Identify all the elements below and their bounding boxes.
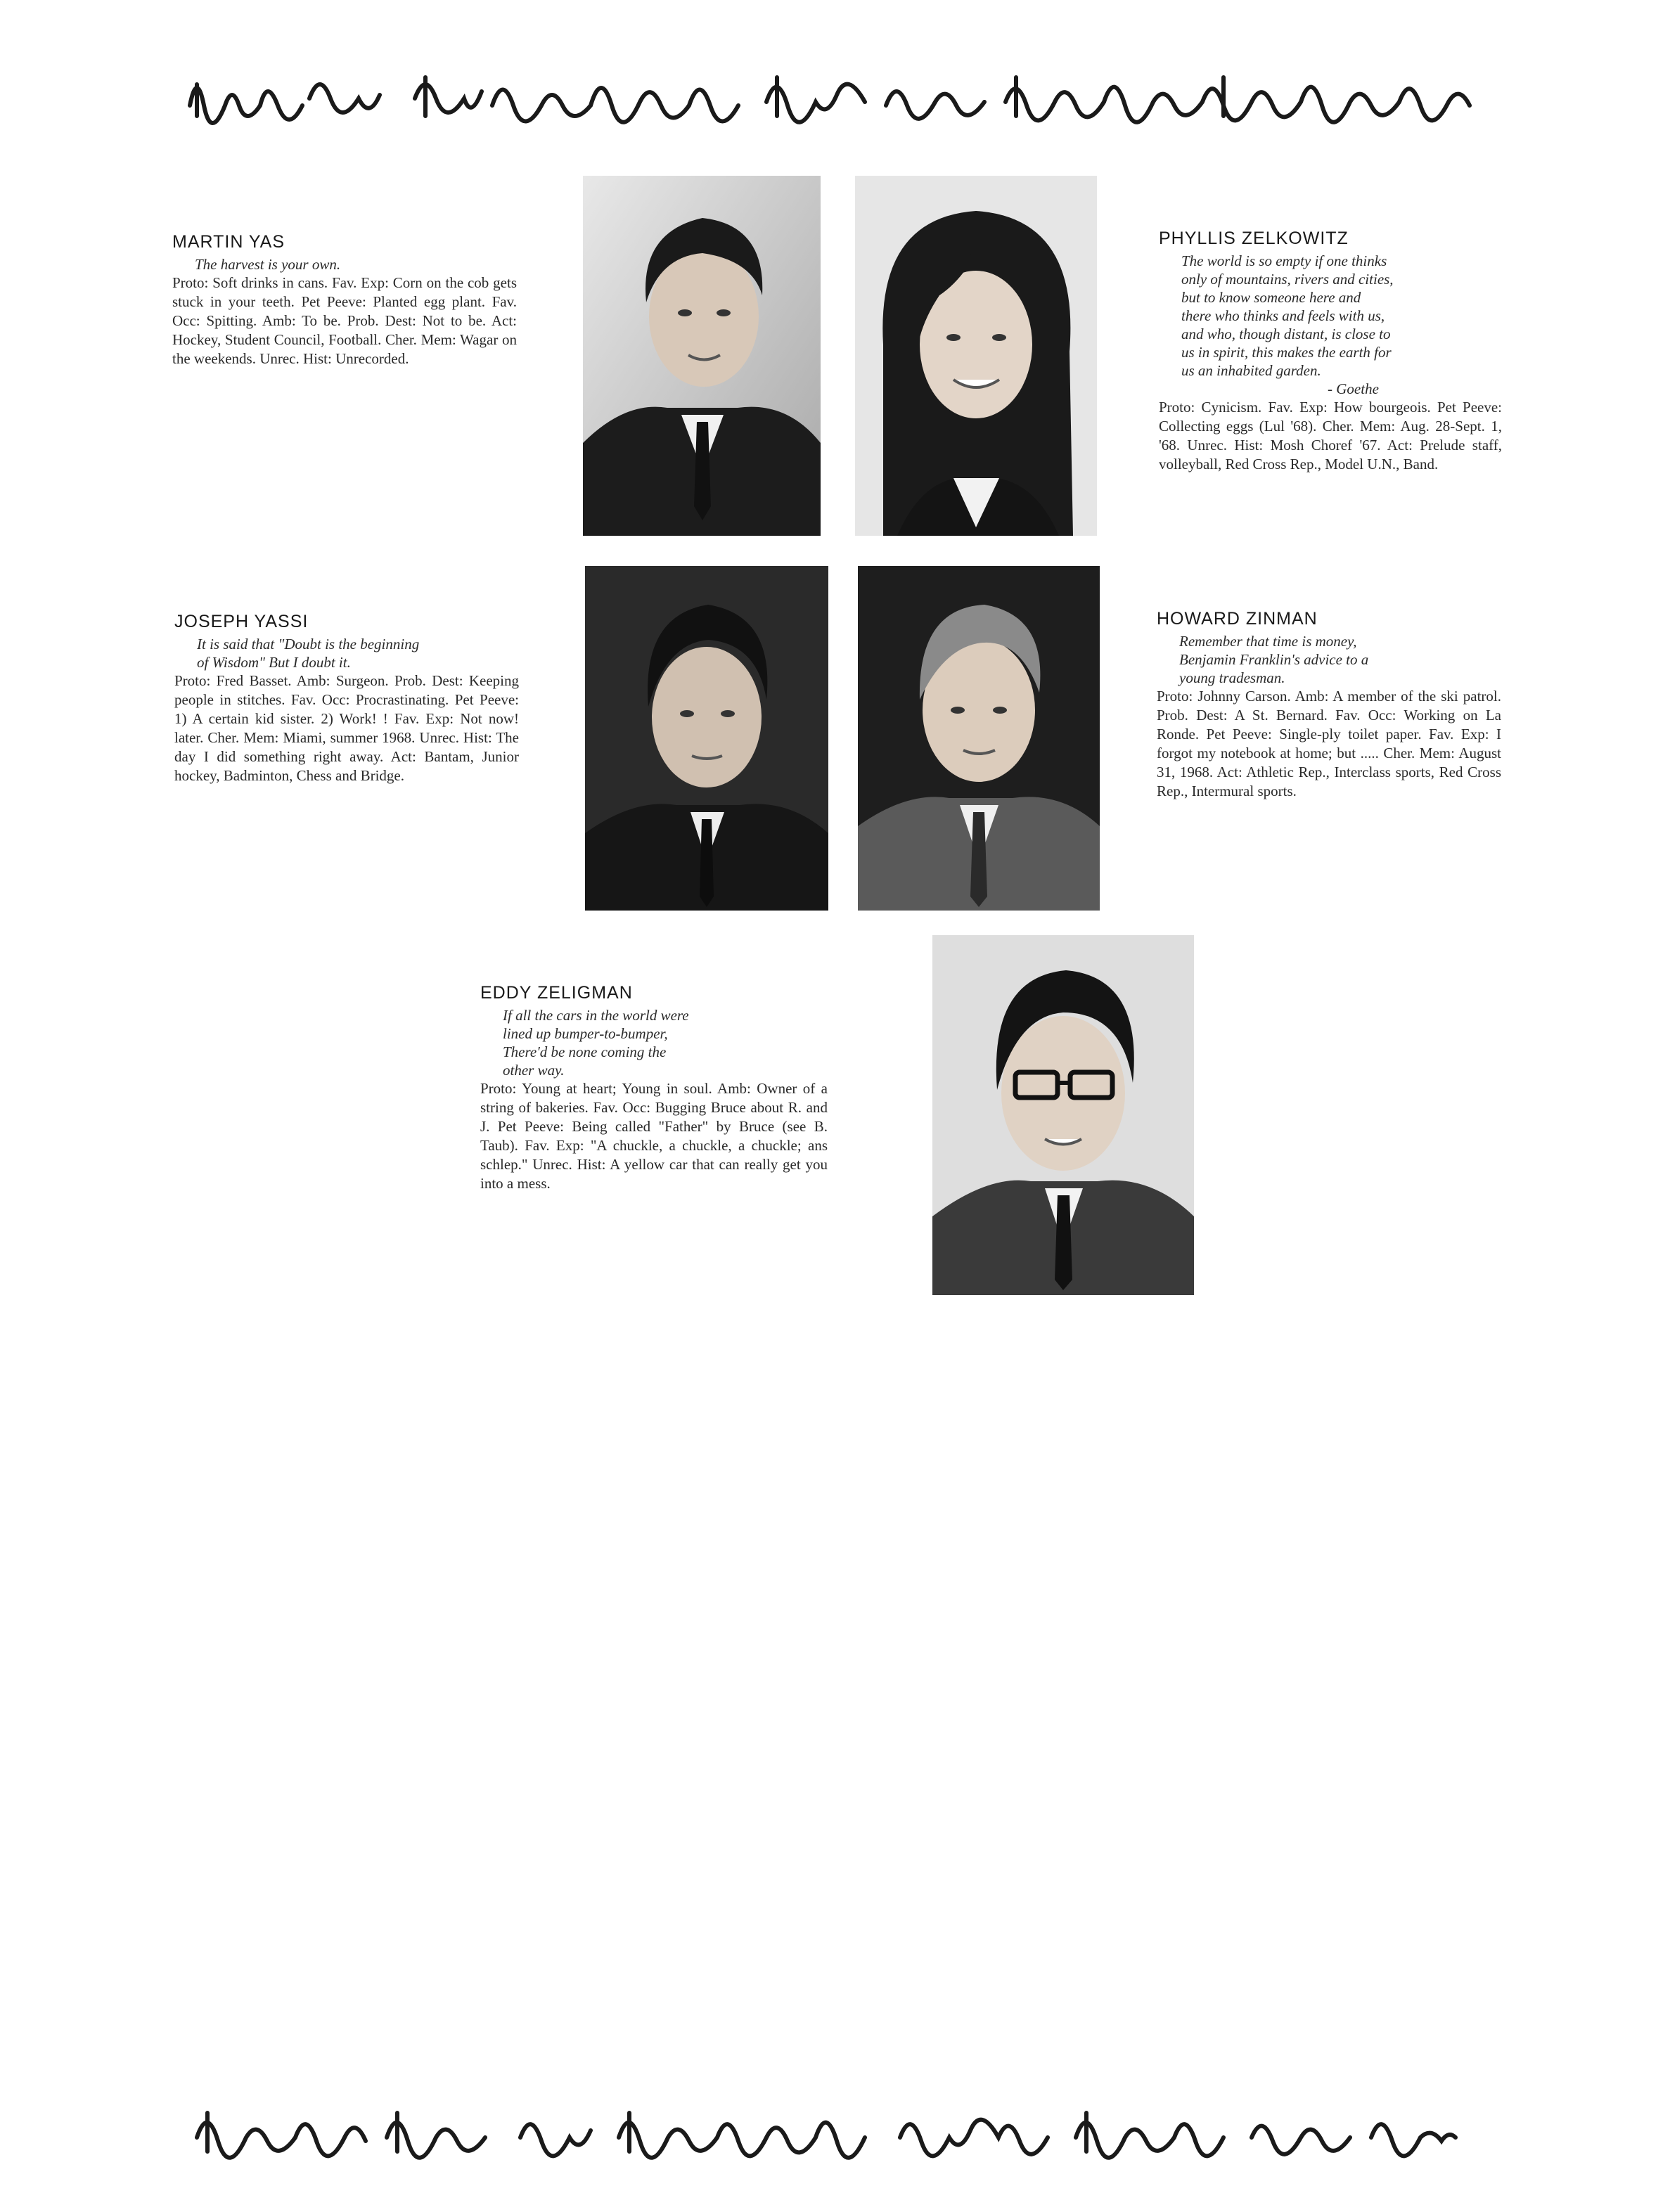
portrait-photo-icon: [855, 176, 1097, 536]
footer-script-banner: [190, 2092, 1463, 2169]
portrait-photo-joseph-yassi: [585, 566, 828, 911]
portrait-photo-martin-yas: [583, 176, 821, 536]
student-bio: Proto: Young at heart; Young in soul. Amb: Owner of a string of bakeries. Fav. Occ: Bugging Bruce about R. and J. Pet Peeve: Being called "Father" by Bruce (see B. Taub). Fav. Exp: "A chuckle, a chuckle, a chuckle; ans schlep." Unrec. Hist: A yellow car that can really get you into a mess.: [480, 1080, 828, 1192]
student-quote: The harvest is your own.: [195, 256, 341, 273]
portrait-photo-howard-zinman: [858, 566, 1100, 911]
student-quote: The world is so empty if one thinks only of mountains, rivers and cities, but to know someone here and there who thinks and feels with us, and who, though distant, is close to us in spirit, this makes the earth for us an inhabited garden.: [1181, 252, 1394, 379]
portrait-photo-icon: [858, 566, 1100, 911]
portrait-photo-eddy-zeligman: [932, 935, 1194, 1295]
entry-joseph-yassi: [174, 612, 519, 785]
student-bio: Proto: Johnny Carson. Amb: A member of the ski patrol. Prob. Dest: A St. Bernard. Fav. Occ: Working on La Ronde. Pet Peeve: Single-ply toilet paper. Fav. Exp: I forgot my notebook at home; but ..... Cher. Mem: August 31, 1968. Act: Athletic Rep., Interclass sports, Red Cross Rep., Intermural sports.: [1157, 688, 1501, 799]
portrait-photo-icon: [585, 566, 828, 911]
student-bio: Proto: Cynicism. Fav. Exp: How bourgeois. Pet Peeve: Collecting eggs (Lul '68). Cher. Mem: Aug. 28-Sept. 1, '68. Unrec. Hist: Mosh Choref '67. Act: Prelude staff, volleyball, Red Cross Rep., Model U.N., Band.: [1159, 399, 1502, 472]
student-name: HOWARD ZINMAN: [1157, 609, 1318, 629]
student-name: PHYLLIS ZELKOWITZ: [1159, 229, 1349, 248]
calligraphic-script-icon: [190, 2092, 1463, 2169]
student-name: JOSEPH YASSI: [174, 612, 309, 631]
portrait-photo-icon: [932, 935, 1194, 1295]
entry-martin-yas: [172, 232, 517, 368]
header-script-banner: [183, 56, 1491, 134]
student-bio: Proto: Fred Basset. Amb: Surgeon. Prob. Dest: Keeping people in stitches. Fav. Occ: Procrastinating. Pet Peeve: 1) A certain kid sister. 2) Work! ! Fav. Exp: Not now! later. Cher. Mem: Miami, summer 1968. Unrec. Hist: The day I did something right away. Act: Bantam, Junior hockey, Badminton, Chess and Bridge.: [174, 672, 519, 784]
student-quote: It is said that "Doubt is the beginning of Wisdom" But I doubt it.: [197, 636, 420, 671]
entry-phyllis-zelkowitz: [1159, 229, 1502, 474]
portrait-photo-icon: [583, 176, 821, 536]
entry-eddy-zeligman: [480, 983, 828, 1193]
quote-attribution: - Goethe: [1328, 380, 1379, 397]
student-name: MARTIN YAS: [172, 232, 285, 252]
student-bio: Proto: Soft drinks in cans. Fav. Exp: Corn on the cob gets stuck in your teeth. Pet Peeve: Planted egg plant. Fav. Occ: Spitting. Amb: To be. Prob. Dest: Not to be. Act: Hockey, Student Council, Football. Cher. Mem: Wagar on the weekends. Unrec. Hist: Unrecorded.: [172, 274, 517, 367]
portrait-photo-phyllis-zelkowitz: [855, 176, 1097, 536]
calligraphic-script-icon: [183, 56, 1491, 134]
entry-howard-zinman: [1157, 609, 1501, 801]
student-name: EDDY ZELIGMAN: [480, 983, 633, 1003]
student-quote: Remember that time is money, Benjamin Franklin's advice to a young tradesman.: [1179, 633, 1369, 686]
student-quote: If all the cars in the world were lined up bumper-to-bumper, There'd be none coming the other way.: [503, 1007, 689, 1079]
